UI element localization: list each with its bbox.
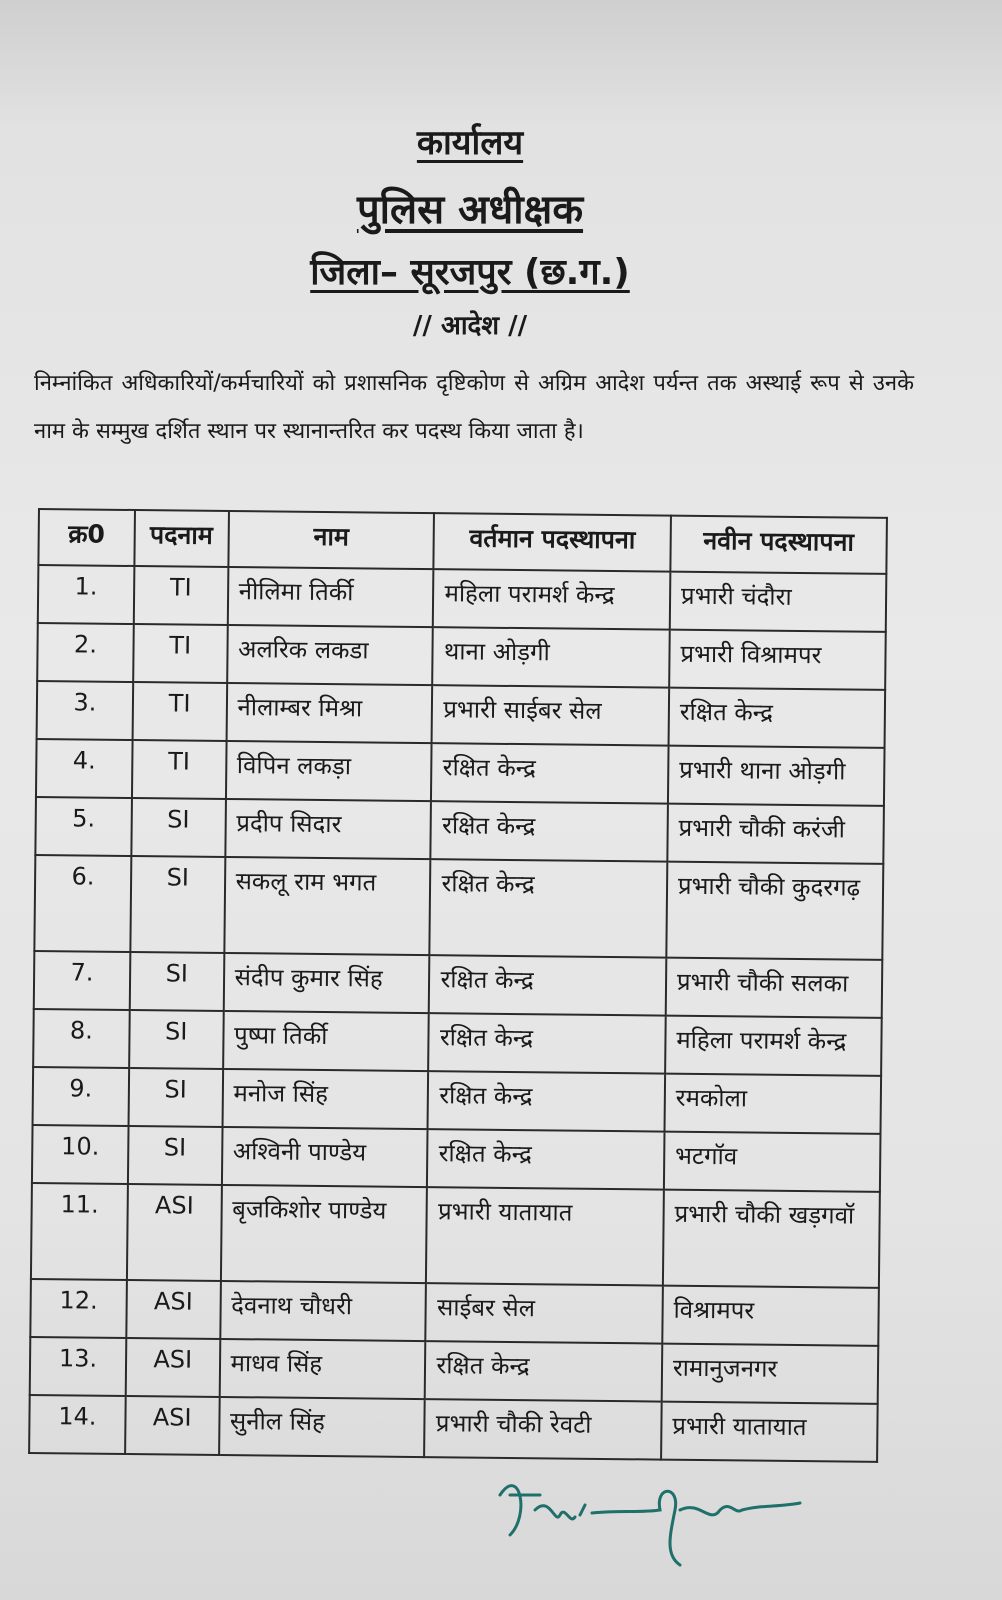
- cell-name: देवनाथ चौधरी: [220, 1281, 426, 1341]
- cell-sn: 14.: [29, 1395, 125, 1454]
- header-sn: क्र0: [38, 509, 134, 566]
- cell-current-posting: रक्षित केन्द्र: [428, 1071, 665, 1131]
- cell-sn: 5.: [35, 797, 131, 856]
- cell-sn: 1.: [38, 565, 134, 624]
- cell-name: मनोज सिंह: [222, 1069, 428, 1129]
- cell-name: पुष्पा तिर्की: [223, 1011, 429, 1071]
- cell-current-posting: रक्षित केन्द्र: [427, 1129, 664, 1189]
- cell-rank: ASI: [125, 1396, 219, 1455]
- cell-current-posting: रक्षित केन्द्र: [425, 1341, 662, 1401]
- cell-current-posting: प्रभारी साईबर सेल: [432, 685, 669, 745]
- cell-name: सुनील सिंह: [219, 1397, 425, 1457]
- cell-sn: 4.: [36, 739, 132, 798]
- cell-new-posting: रामानुजनगर: [662, 1344, 879, 1404]
- table-row: [33, 1009, 882, 1076]
- order-title: // आदेश //: [412, 311, 528, 341]
- cell-new-posting: भटगॉव: [664, 1132, 881, 1192]
- table-row: [29, 1395, 878, 1462]
- cell-rank: ASI: [127, 1184, 222, 1281]
- cell-rank: SI: [128, 1068, 222, 1127]
- designation-heading: पुलिस अधीक्षक: [356, 187, 584, 233]
- cell-current-posting: प्रभारी यातायात: [426, 1187, 663, 1285]
- intro-paragraph: निम्नांकित अधिकारियों/कर्मचारियों को प्रशासनिक दृष्टिकोण से अग्रिम आदेश पर्यन्त तक अस्थाई रूप से उनके नाम के सम्मुख दर्शित स्थान पर स्थानान्तरित कर पदस्थ किया जाता है।: [34, 371, 914, 444]
- cell-new-posting: विश्रामपर: [662, 1286, 879, 1346]
- signature: [480, 1455, 820, 1575]
- cell-rank: ASI: [126, 1338, 220, 1397]
- cell-sn: 13.: [30, 1337, 126, 1396]
- cell-name: विपिन लकड़ा: [226, 741, 432, 801]
- cell-new-posting: प्रभारी चौकी सलका: [666, 958, 883, 1018]
- cell-rank: TI: [132, 682, 226, 741]
- cell-new-posting: रमकोला: [664, 1074, 881, 1134]
- cell-sn: 7.: [34, 951, 130, 1010]
- table-row: [31, 1183, 880, 1288]
- office-heading: कार्यालय: [416, 123, 524, 163]
- cell-name: संदीप कुमार सिंह: [223, 953, 429, 1013]
- cell-sn: 10.: [32, 1125, 128, 1184]
- header-new-posting: नवीन पदस्थापना: [670, 516, 887, 574]
- cell-new-posting: प्रभारी चौकी करंजी: [667, 804, 884, 864]
- cell-current-posting: रक्षित केन्द्र: [429, 955, 666, 1015]
- cell-rank: SI: [130, 856, 225, 953]
- cell-current-posting: प्रभारी चौकी रेवटी: [425, 1399, 662, 1459]
- cell-rank: SI: [129, 1010, 223, 1069]
- table-row: [30, 1279, 879, 1346]
- cell-name: सकलू राम भगत: [224, 857, 431, 955]
- cell-sn: 6.: [34, 855, 131, 952]
- table-row: [30, 1337, 879, 1404]
- cell-name: अलरिक लकडा: [227, 625, 433, 685]
- table-row: [34, 951, 883, 1018]
- cell-current-posting: साईबर सेल: [426, 1283, 663, 1343]
- cell-current-posting: रक्षित केन्द्र: [429, 1013, 666, 1073]
- district-heading: जिला– सूरजपुर (छ.ग.): [310, 252, 630, 293]
- cell-new-posting: प्रभारी चौकी खड़गवॉ: [663, 1190, 880, 1288]
- cell-rank: SI: [131, 798, 225, 857]
- cell-sn: 3.: [37, 681, 133, 740]
- cell-rank: TI: [132, 740, 226, 799]
- cell-current-posting: रक्षित केन्द्र: [431, 743, 668, 803]
- cell-current-posting: महिला परामर्श केन्द्र: [433, 569, 670, 629]
- cell-name: माधव सिंह: [219, 1339, 425, 1399]
- cell-rank: TI: [134, 566, 228, 625]
- table-row: [35, 797, 884, 864]
- table-row: [33, 1067, 882, 1134]
- cell-new-posting: प्रभारी चंदौरा: [670, 572, 887, 632]
- header-rank: पदनाम: [134, 510, 228, 567]
- cell-sn: 12.: [30, 1279, 126, 1338]
- cell-name: प्रदीप सिदार: [225, 799, 431, 859]
- header-current-posting: वर्तमान पदस्थापना: [434, 513, 671, 571]
- cell-new-posting: प्रभारी विश्रामपर: [669, 630, 886, 690]
- cell-sn: 8.: [33, 1009, 129, 1068]
- cell-new-posting: रक्षित केन्द्र: [668, 688, 885, 748]
- table-row: [37, 681, 886, 748]
- cell-name: बृजकिशोर पाण्डेय: [220, 1185, 427, 1283]
- cell-current-posting: रक्षित केन्द्र: [430, 859, 667, 957]
- cell-current-posting: रक्षित केन्द्र: [431, 801, 668, 861]
- cell-rank: ASI: [126, 1280, 220, 1339]
- cell-new-posting: प्रभारी यातायात: [661, 1402, 878, 1462]
- cell-sn: 11.: [31, 1183, 128, 1280]
- cell-new-posting: महिला परामर्श केन्द्र: [665, 1016, 882, 1076]
- table-row: [34, 855, 883, 960]
- cell-sn: 9.: [33, 1067, 129, 1126]
- cell-name: नीलाम्बर मिश्रा: [226, 683, 432, 743]
- cell-sn: 2.: [37, 623, 133, 682]
- cell-rank: SI: [128, 1126, 222, 1185]
- table-row: [38, 565, 887, 632]
- cell-rank: TI: [133, 624, 227, 683]
- table-row: [37, 623, 886, 690]
- cell-new-posting: प्रभारी चौकी कुदरगढ़: [666, 862, 883, 960]
- table-row: [32, 1125, 881, 1192]
- cell-current-posting: थाना ओड़गी: [433, 627, 670, 687]
- table-header-row: [38, 509, 887, 574]
- cell-name: अश्विनी पाण्डेय: [221, 1127, 427, 1187]
- header-name: नाम: [228, 511, 434, 569]
- transfer-table: [28, 508, 888, 1463]
- cell-name: नीलिमा तिर्की: [227, 567, 433, 627]
- cell-new-posting: प्रभारी थाना ओड़गी: [668, 746, 885, 806]
- table-row: [36, 739, 885, 806]
- cell-rank: SI: [130, 952, 224, 1011]
